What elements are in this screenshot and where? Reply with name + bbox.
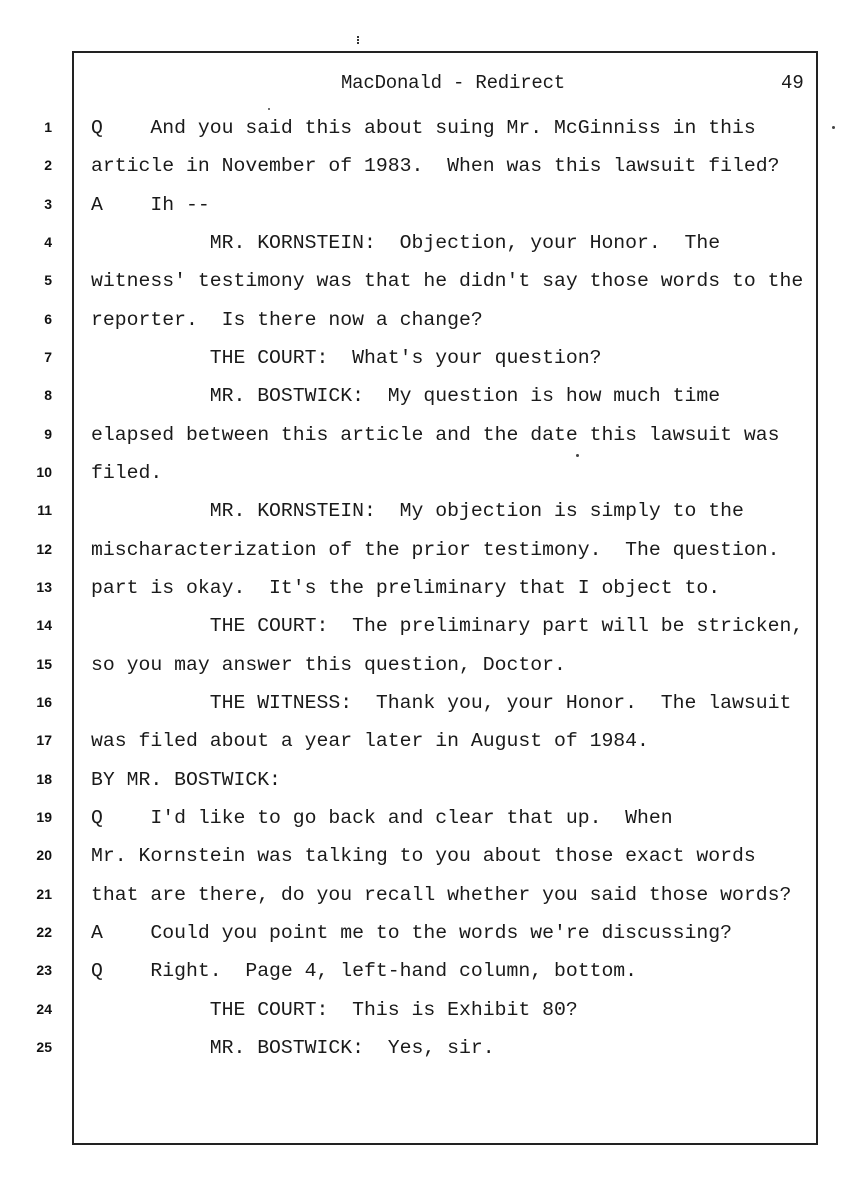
line-number: 7: [44, 349, 52, 365]
line-number: 3: [44, 196, 52, 212]
line-number: 8: [44, 387, 52, 403]
transcript-line: THE COURT: The preliminary part will be stricken,: [91, 615, 804, 637]
line-number: 1: [44, 119, 52, 135]
transcript-line: MR. KORNSTEIN: My objection is simply to the: [91, 500, 744, 522]
transcript-line: that are there, do you recall whether you said those words?: [91, 884, 792, 906]
header-title-text: MacDonald - Redirect: [340, 72, 566, 94]
line-number: 17: [36, 732, 52, 748]
scan-artifact-tick: [357, 36, 361, 44]
transcript-line: A Ih --: [91, 194, 210, 216]
transcript-line: THE WITNESS: Thank you, your Honor. The lawsuit: [91, 692, 792, 714]
transcript-line: Q Right. Page 4, left-hand column, bottom.: [91, 960, 638, 982]
line-number: 5: [44, 272, 52, 288]
scan-artifact-dot: [832, 126, 835, 129]
line-number: 22: [36, 924, 52, 940]
transcript-line: article in November of 1983. When was this lawsuit filed?: [91, 155, 780, 177]
transcript-line: MR. KORNSTEIN: Objection, your Honor. The: [91, 232, 721, 254]
line-number: 4: [44, 234, 52, 250]
line-number: 6: [44, 311, 52, 327]
line-number: 11: [37, 502, 52, 518]
transcript-line: A Could you point me to the words we're discussing?: [91, 922, 733, 944]
line-number: 13: [36, 579, 52, 595]
transcript-line: MR. BOSTWICK: Yes, sir.: [91, 1037, 495, 1059]
transcript-line: Q And you said this about suing Mr. McGinniss in this: [91, 117, 756, 139]
line-number: 24: [36, 1001, 52, 1017]
transcript-line: part is okay. It's the preliminary that I object to.: [91, 577, 721, 599]
page-header-title: [0, 72, 860, 94]
transcript-line: BY MR. BOSTWICK:: [91, 769, 281, 791]
transcript-line: filed.: [91, 462, 163, 484]
transcript-line: Q I'd like to go back and clear that up. When: [91, 807, 673, 829]
transcript-line: reporter. Is there now a change?: [91, 309, 483, 331]
transcript-line: Mr. Kornstein was talking to you about those exact words: [91, 845, 756, 867]
line-number: 16: [36, 694, 52, 710]
line-number: 14: [36, 617, 52, 633]
transcript-line: MR. BOSTWICK: My question is how much time: [91, 385, 721, 407]
transcript-line: elapsed between this article and the date this lawsuit was: [91, 424, 780, 446]
line-number: 20: [36, 847, 52, 863]
line-number: 21: [36, 886, 52, 902]
line-number: 10: [36, 464, 52, 480]
transcript-line: THE COURT: This is Exhibit 80?: [91, 999, 578, 1021]
transcript-line: was filed about a year later in August of 1984.: [91, 730, 649, 752]
line-number: 25: [36, 1039, 52, 1055]
line-number: 15: [36, 656, 52, 672]
line-number: 9: [44, 426, 52, 442]
page-number: 49: [781, 72, 804, 94]
line-number: 18: [36, 771, 52, 787]
line-number: 19: [36, 809, 52, 825]
transcript-line: so you may answer this question, Doctor.: [91, 654, 566, 676]
transcript-line: THE COURT: What's your question?: [91, 347, 602, 369]
transcript-line: witness' testimony was that he didn't say those words to the: [91, 270, 804, 292]
line-number: 23: [36, 962, 52, 978]
line-number: 2: [44, 157, 52, 173]
transcript-line: mischaracterization of the prior testimony. The question.: [91, 539, 780, 561]
line-number: 12: [36, 541, 52, 557]
